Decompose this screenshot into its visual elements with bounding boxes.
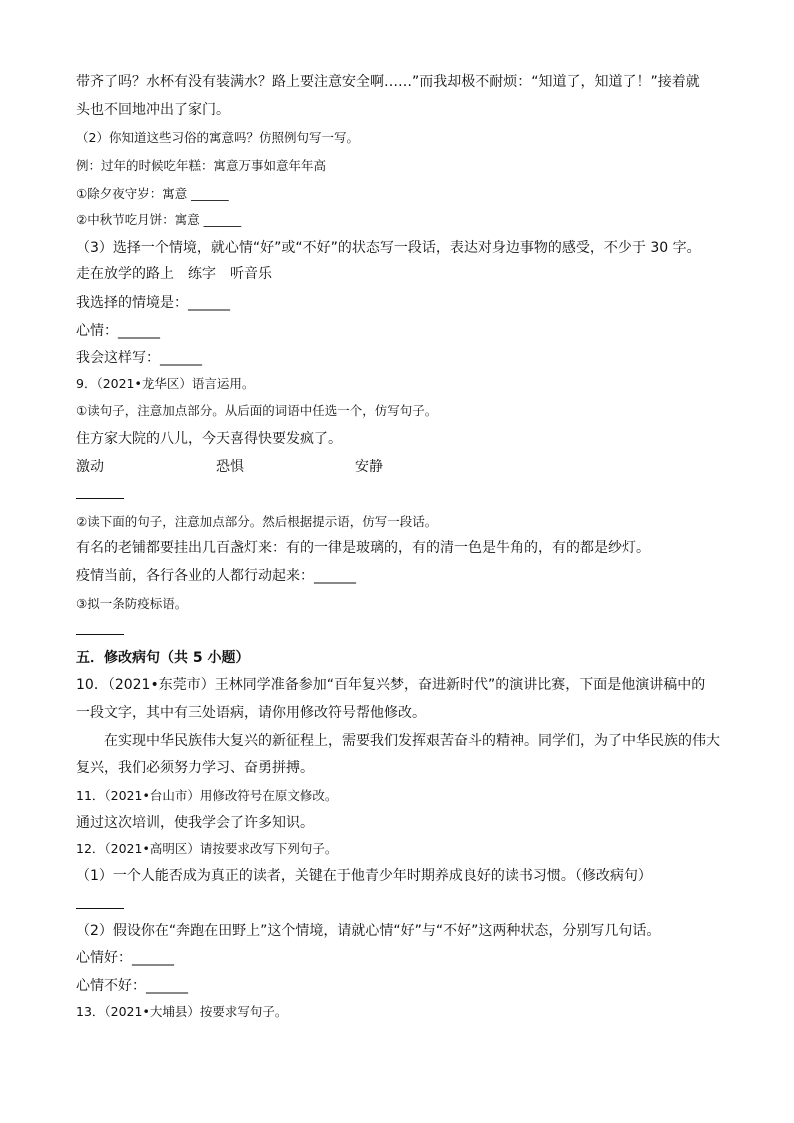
answer-line: 疫情当前，各行各业的人都行动起来：______ (76, 568, 356, 584)
answer-blank (76, 498, 124, 499)
option-word: 恐惧 (216, 459, 244, 475)
answer-line: 我会这样写：______ (76, 350, 202, 366)
question-heading: 10．（2021•东莞市）王林同学准备参加“百年复兴梦，奋进新时代”的演讲比赛，下面是他演讲稿中的 (76, 677, 706, 693)
option-word: 安静 (355, 459, 383, 475)
question-heading: 13．（2021•大埔县）按要求写句子。 (76, 1004, 288, 1019)
text-line: 带齐了吗？水杯有没有装满水？路上要注意安全啊……”而我却极不耐烦：“知道了，知道了！”接着就 (76, 74, 700, 90)
question-prompt: （2）你知道这些习俗的寓意吗？仿照例句写一写。 (76, 130, 359, 145)
options-line: 走在放学的路上 练字 听音乐 (76, 266, 272, 282)
question-prompt: （1）一个人能否成为真正的读者，关键在于他青少年时期养成良好的读书习惯。（修改病句） (76, 868, 652, 884)
answer-blank (76, 634, 124, 635)
example-sentence: 有名的老铺都要挂出几百盏灯来：有的一律是玻璃的，有的清一色是牛角的，有的都是纱灯。 (76, 540, 650, 556)
answer-line: 心情好：______ (76, 950, 174, 966)
example-sentence: 住方家大院的八儿，今天喜得快要发疯了。 (76, 431, 342, 447)
answer-line: ②中秋节吃月饼：寓意 ______ (76, 212, 242, 227)
answer-line: 心情：______ (76, 323, 160, 339)
section-heading: 五．修改病句（共 5 小题） (76, 650, 250, 666)
question-heading: 9．（2021•龙华区）语言运用。 (76, 376, 255, 391)
text-line: 一段文字，其中有三处语病，请你用修改符号帮他修改。 (76, 705, 426, 721)
answer-blank (76, 908, 124, 909)
answer-line: 我选择的情境是：______ (76, 295, 230, 311)
question-prompt: ②读下面的句子，注意加点部分。然后根据提示语，仿写一段话。 (76, 514, 438, 529)
question-prompt: （2）假设你在“奔跑在田野上”这个情境，请就心情“好”与“不好”这两种状态，分别写几句话。 (76, 923, 661, 939)
passage-line: 复兴，我们必须努力学习、奋勇拼搏。 (76, 760, 314, 776)
option-word: 激动 (76, 459, 104, 475)
answer-line: ①除夕夜守岁：寓意 ______ (76, 186, 229, 201)
text-line: 头也不回地冲出了家门。 (76, 102, 230, 118)
question-prompt: ①读句子，注意加点部分。从后面的词语中任选一个，仿写句子。 (76, 403, 438, 418)
question-prompt: （3）选择一个情境，就心情“好”或“不好”的状态写一段话，表达对身边事物的感受，不少于 30 字。 (76, 240, 701, 256)
question-heading: 11．（2021•台山市）用修改符号在原文修改。 (76, 788, 338, 803)
question-prompt: ③拟一条防疫标语。 (76, 596, 188, 611)
example-line: 例：过年的时候吃年糕：寓意万事如意年年高 (76, 158, 327, 173)
question-heading: 12．（2021•高明区）请按要求改写下列句子。 (76, 841, 338, 856)
example-sentence: 通过这次培训，使我学会了许多知识。 (76, 815, 314, 831)
answer-line: 心情不好：______ (76, 978, 188, 994)
passage-line: 在实现中华民族伟大复兴的新征程上，需要我们发挥艰苦奋斗的精神。同学们，为了中华民族的伟大 (104, 733, 720, 749)
